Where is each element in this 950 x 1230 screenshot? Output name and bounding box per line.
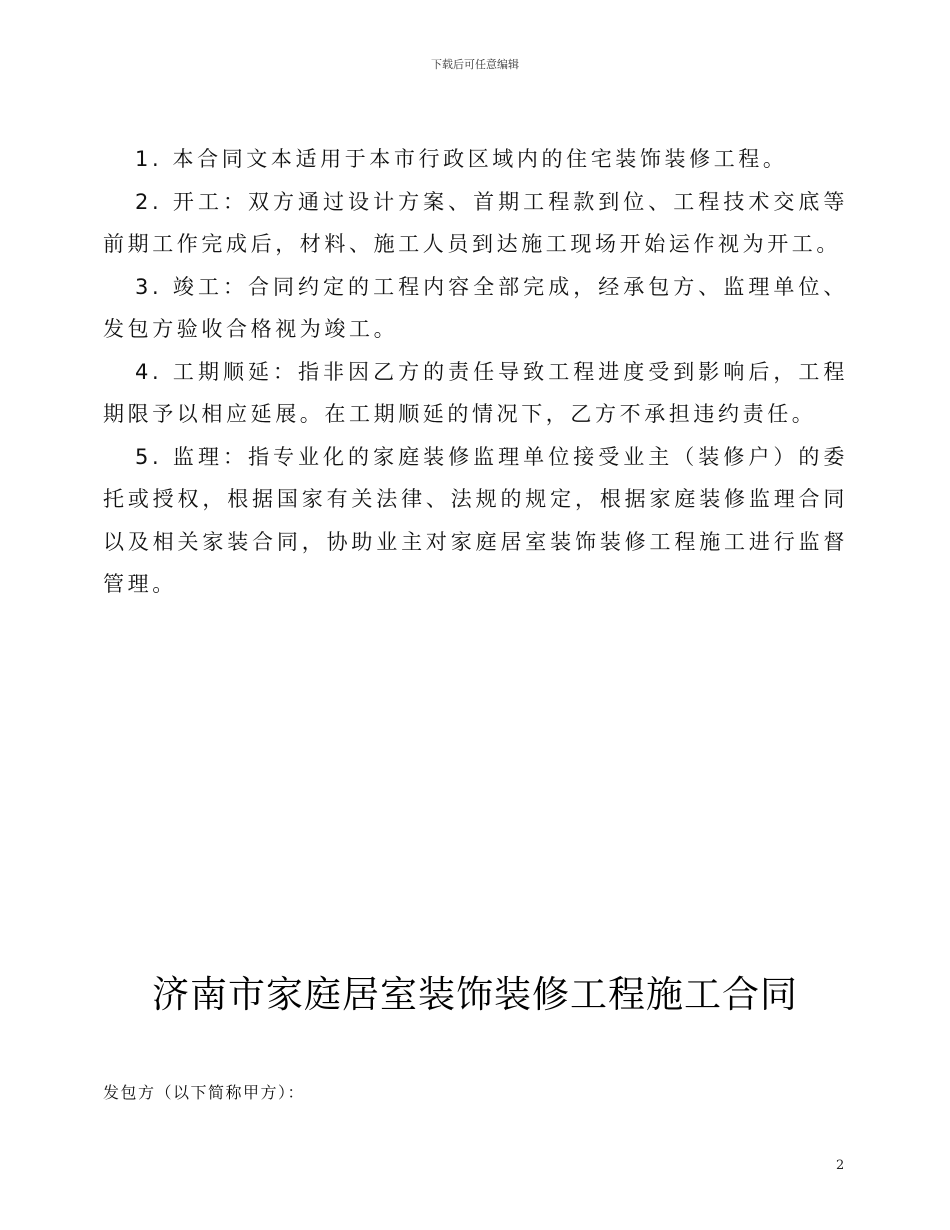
clause-5: 5. 监理：指专业化的家庭装修监理单位接受业主（装修户）的委托或授权，根据国家有关法律、法规的规定，根据家庭装修监理合同以及相关家装合同，协助业主对家庭居室装饰装修工程施工进行监督管理。 bbox=[103, 444, 848, 596]
contract-title: 济南市家庭居室装饰装修工程施工合同 bbox=[152, 973, 798, 1016]
clause-1: 1. 本合同文本适用于本市行政区域内的住宅装饰装修工程。 bbox=[135, 147, 788, 171]
clause-4: 4. 工期顺延：指非因乙方的责任导致工程进度受到影响后，工程期限予以相应延展。在工期顺延的情况下，乙方不承担违约责任。 bbox=[103, 359, 848, 426]
page-number: 2 bbox=[836, 1158, 845, 1173]
header-note: 下载后可任意编辑 bbox=[431, 58, 519, 71]
definitions-section bbox=[103, 138, 848, 606]
party-a-label: 发包方（以下简称甲方）： bbox=[103, 1083, 306, 1102]
clause-3: 3. 竣工：合同约定的工程内容全部完成，经承包方、监理单位、发包方验收合格视为竣工。 bbox=[103, 274, 848, 341]
clause-2: 2. 开工：双方通过设计方案、首期工程款到位、工程技术交底等前期工作完成后，材料、施工人员到达施工现场开始运作视为开工。 bbox=[103, 189, 848, 256]
